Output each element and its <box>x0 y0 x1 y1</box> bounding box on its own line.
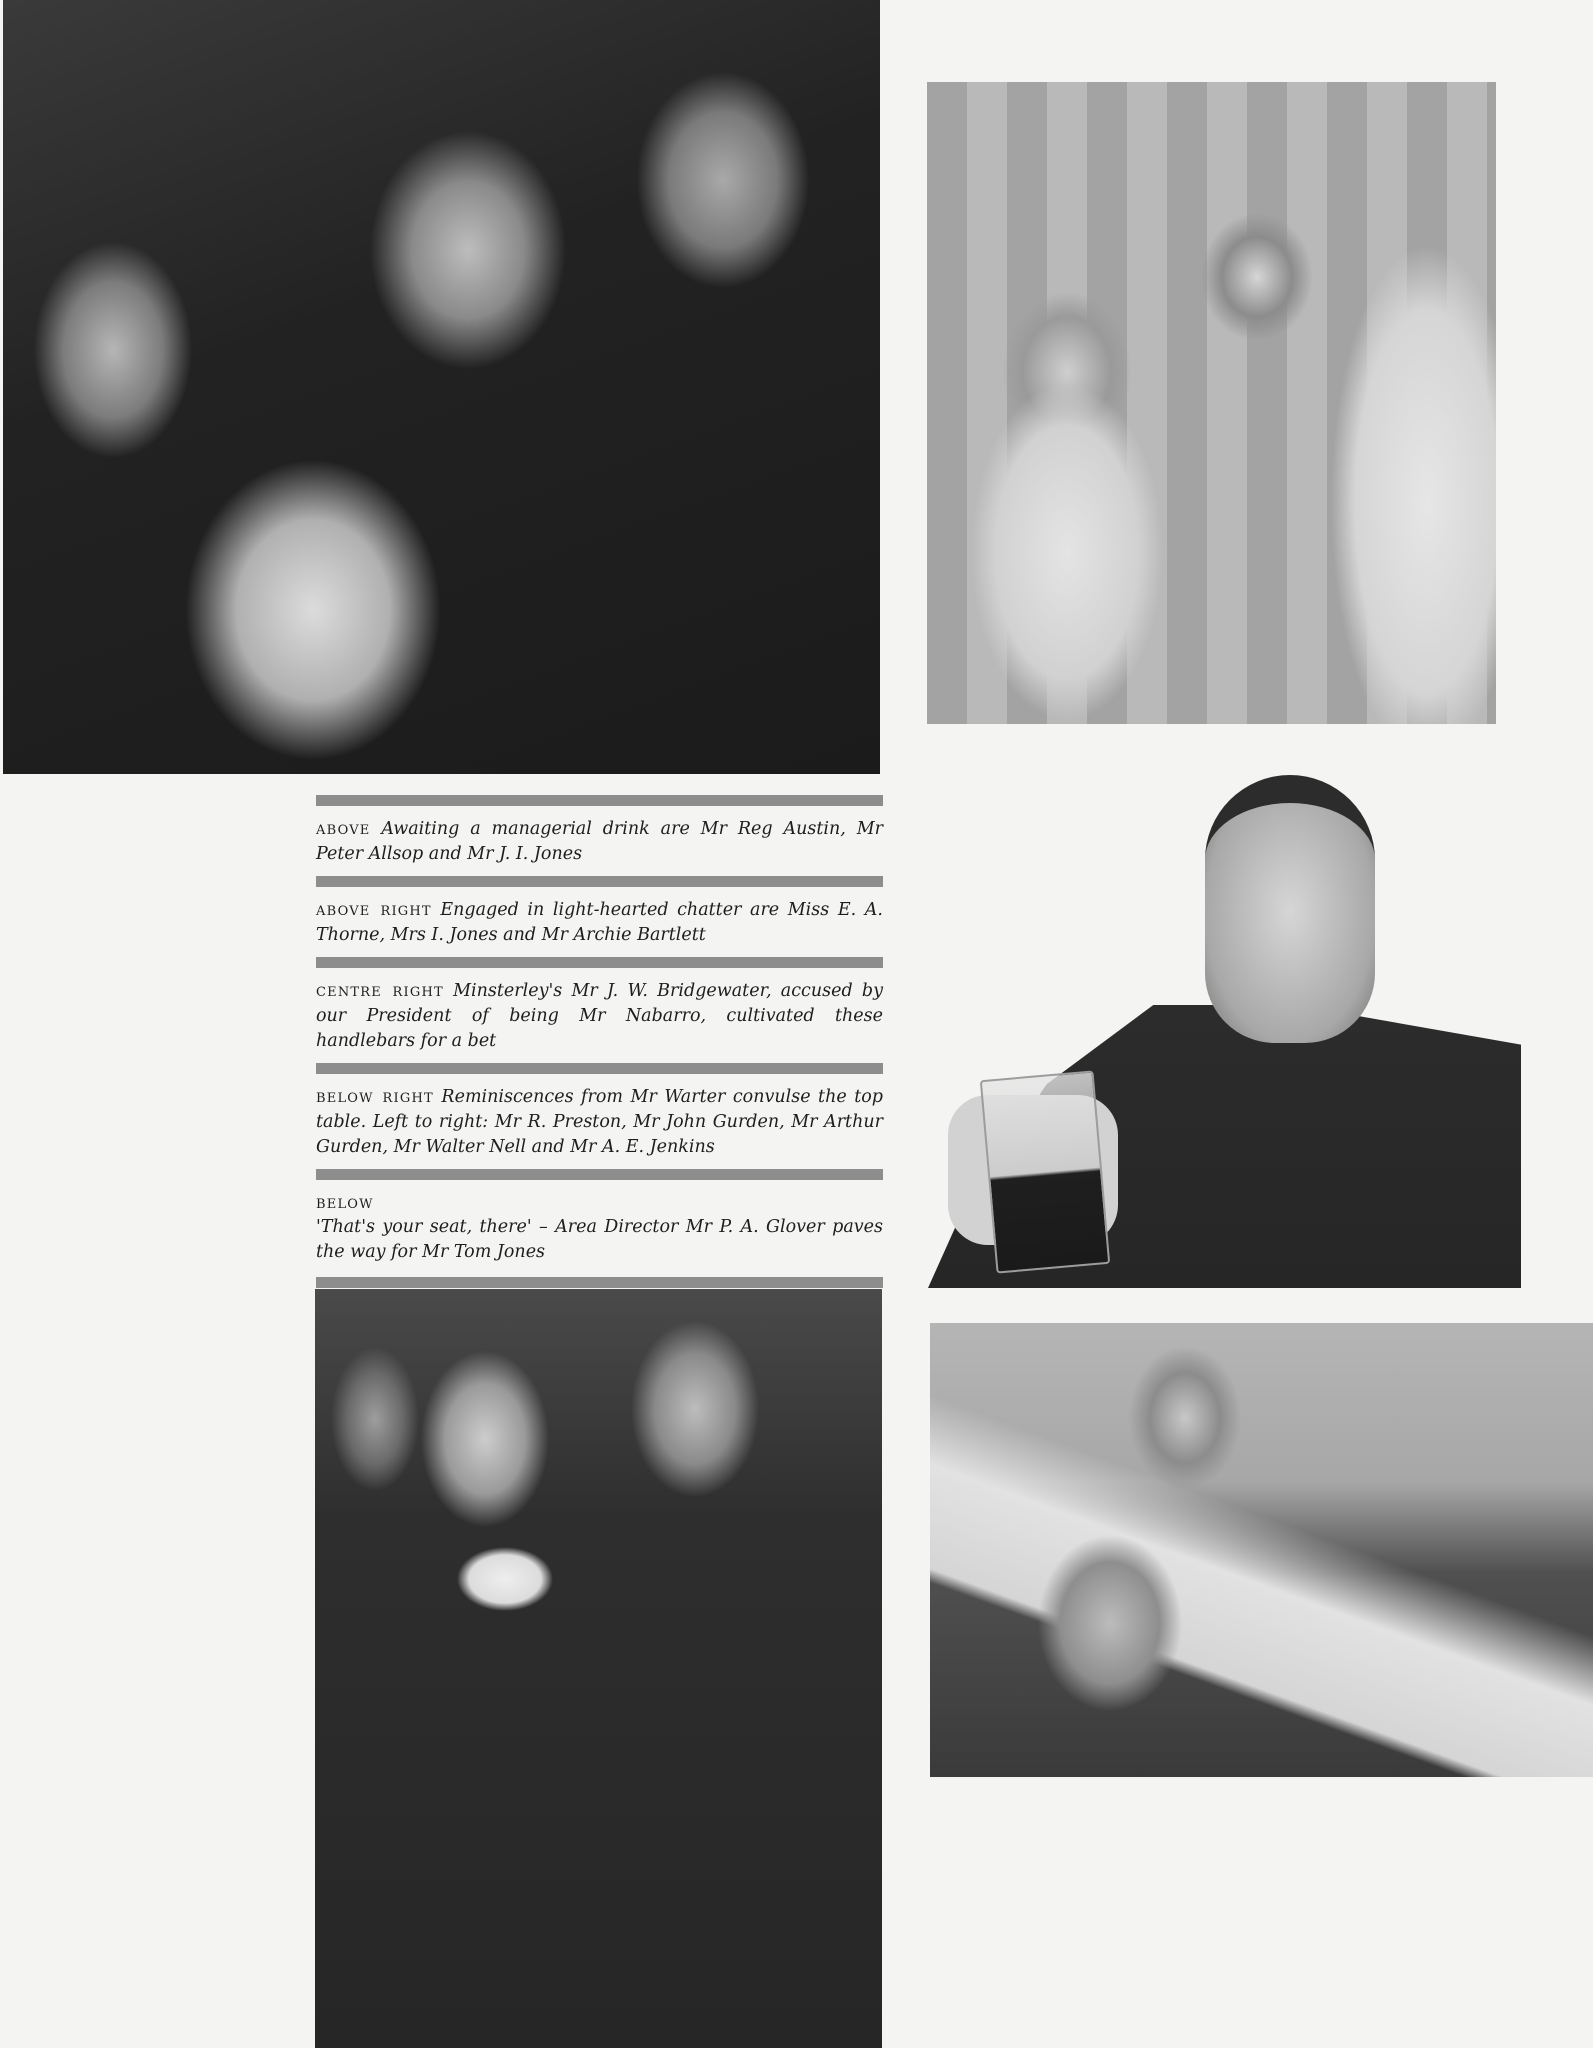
caption-rule <box>316 1063 883 1074</box>
caption-column <box>316 795 883 1288</box>
caption-rule <box>316 957 883 968</box>
caption-centre-right <box>316 968 883 1063</box>
figure-head <box>1205 775 1375 1043</box>
caption-text: Awaiting a managerial drink are Mr Reg Austin, Mr Peter Allsop and Mr J. I. Jones <box>316 819 883 864</box>
caption-label: above right <box>316 899 432 920</box>
caption-above-right <box>316 887 883 957</box>
caption-text: 'That's your seat, there' – Area Director Mr P. A. Glover paves the way for Mr Tom Jones <box>316 1217 883 1262</box>
caption-below-right <box>316 1074 883 1169</box>
caption-rule <box>316 1169 883 1180</box>
photo-below <box>315 1289 882 2048</box>
photo-below-description <box>315 2026 882 2040</box>
photo-above-right-description <box>927 702 1496 716</box>
caption-label: above <box>316 818 371 839</box>
caption-label: below <box>316 1192 374 1213</box>
beer-glass <box>980 1070 1110 1273</box>
photo-below-right <box>930 1323 1593 1777</box>
photo-above-description <box>3 752 880 766</box>
caption-above <box>316 806 883 876</box>
photo-above <box>3 0 880 774</box>
caption-label: centre right <box>316 980 444 1001</box>
caption-text: Reminiscences from Mr Warter convulse the top table. Left to right: Mr R. Preston, Mr John Gurden, Mr Arthur Gurden, Mr Walter Nell and Mr A. E. Jenkins <box>316 1087 883 1157</box>
caption-label: below right <box>316 1086 434 1107</box>
photo-centre-right <box>928 775 1521 1288</box>
caption-rule <box>316 795 883 806</box>
caption-rule <box>316 876 883 887</box>
photo-centre-right-description <box>928 1266 1521 1280</box>
caption-text: Engaged in light-hearted chatter are Miss E. A. Thorne, Mrs I. Jones and Mr Archie Bartlett <box>316 900 883 945</box>
caption-text: Minsterley's Mr J. W. Bridgewater, accused by our President of being Mr Nabarro, cultivated these handlebars for a bet <box>316 981 883 1051</box>
caption-rule <box>316 1277 883 1288</box>
caption-below <box>316 1180 883 1277</box>
photo-below-right-description <box>930 1755 1593 1769</box>
photo-above-right <box>927 82 1496 724</box>
